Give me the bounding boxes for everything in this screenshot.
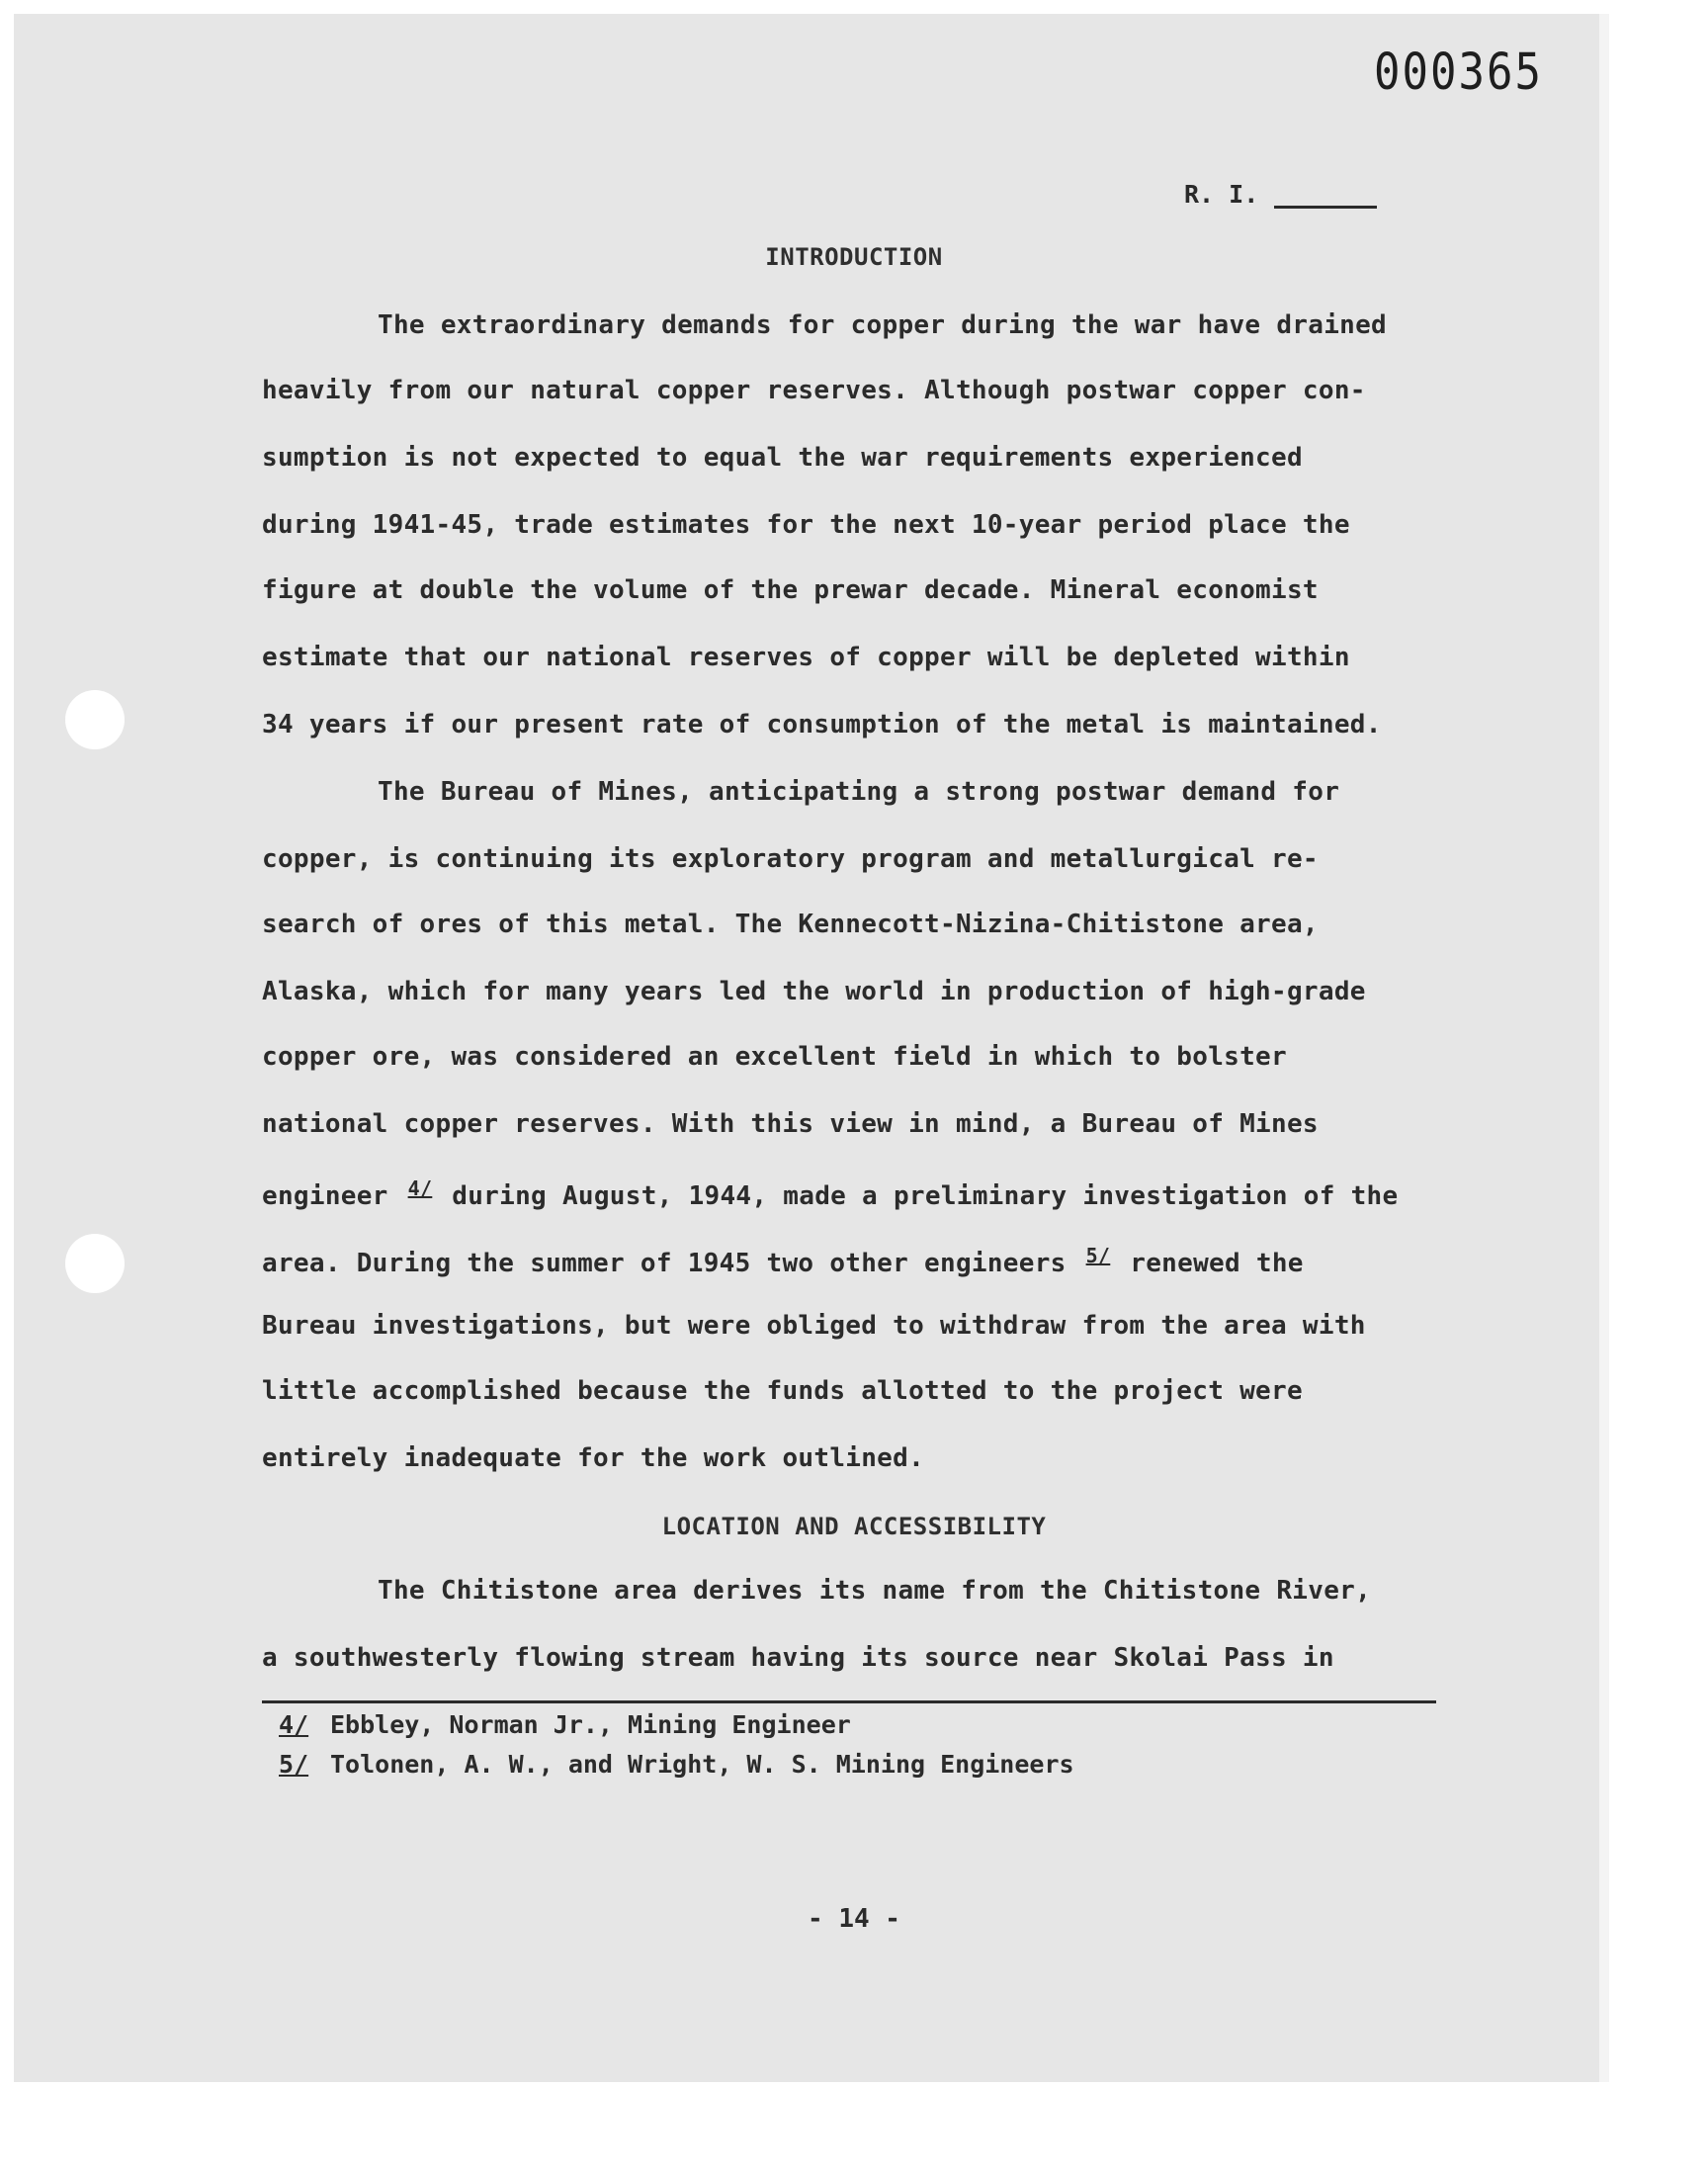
text-line: The extraordinary demands for copper during the war have drained — [378, 310, 1388, 340]
footnote-4 — [279, 1710, 851, 1739]
punch-hole-lower — [65, 1234, 125, 1293]
heading-location: LOCATION AND ACCESSIBILITY — [661, 1513, 1047, 1540]
text-segment: engineer — [262, 1181, 388, 1211]
footnote-ref-5: 5/ — [1085, 1244, 1111, 1267]
text-line: Bureau investigations, but were obliged to withdraw from the area with — [262, 1311, 1366, 1341]
text-line: little accomplished because the funds allotted to the project were — [262, 1376, 1303, 1406]
heading-introduction: INTRODUCTION — [765, 243, 943, 271]
text-line: The Bureau of Mines, anticipating a strong postwar demand for — [378, 777, 1340, 807]
punch-hole-upper — [65, 690, 125, 749]
text-line: Alaska, which for many years led the world in production of high-grade — [262, 977, 1366, 1006]
text-line-with-footnote-ref — [262, 1176, 1398, 1211]
text-segment: during August, 1944, made a preliminary investigation of the — [452, 1181, 1399, 1211]
text-line: search of ores of this metal. The Kennecott-Nizina-Chitistone area, — [262, 910, 1319, 939]
document-stamp-number: 000365 — [1374, 44, 1543, 102]
text-line: copper, is continuing its exploratory program and metallurgical re- — [262, 844, 1319, 874]
text-line: copper ore, was considered an excellent field in which to bolster — [262, 1042, 1287, 1072]
ri-label: R. I. — [1184, 180, 1259, 209]
page-number: - 14 - — [808, 1904, 900, 1934]
footnote-mark: 4/ — [279, 1710, 309, 1739]
text-line: The Chitistone area derives its name from the Chitistone River, — [378, 1576, 1372, 1606]
footnote-divider — [262, 1700, 1436, 1703]
footnote-text: Ebbley, Norman Jr., Mining Engineer — [330, 1710, 851, 1739]
page-edge — [1599, 14, 1609, 2082]
text-line-with-footnote-ref — [262, 1244, 1304, 1278]
footnote-5 — [279, 1750, 1074, 1779]
text-line: figure at double the volume of the prewar decade. Mineral economist — [262, 575, 1319, 605]
ri-blank-line — [1274, 182, 1377, 209]
text-line: during 1941-45, trade estimates for the next 10-year period place the — [262, 510, 1350, 540]
text-segment: area. During the summer of 1945 two other engineers — [262, 1249, 1067, 1278]
footnote-mark: 5/ — [279, 1750, 309, 1779]
text-line: 34 years if our present rate of consumption of the metal is maintained. — [262, 710, 1382, 740]
report-identifier — [1184, 180, 1377, 216]
text-line: sumption is not expected to equal the war requirements experienced — [262, 443, 1303, 473]
text-line: a southwesterly flowing stream having its source near Skolai Pass in — [262, 1643, 1334, 1673]
text-line: estimate that our national reserves of copper will be depleted within — [262, 643, 1350, 672]
text-line: entirely inadequate for the work outlined. — [262, 1443, 925, 1473]
text-line: national copper reserves. With this view in mind, a Bureau of Mines — [262, 1109, 1319, 1139]
footnote-text: Tolonen, A. W., and Wright, W. S. Mining Engineers — [330, 1750, 1074, 1779]
text-line: heavily from our natural copper reserves. Although postwar copper con- — [262, 376, 1366, 405]
footnote-ref-4: 4/ — [407, 1176, 433, 1200]
text-segment: renewed the — [1130, 1249, 1304, 1278]
